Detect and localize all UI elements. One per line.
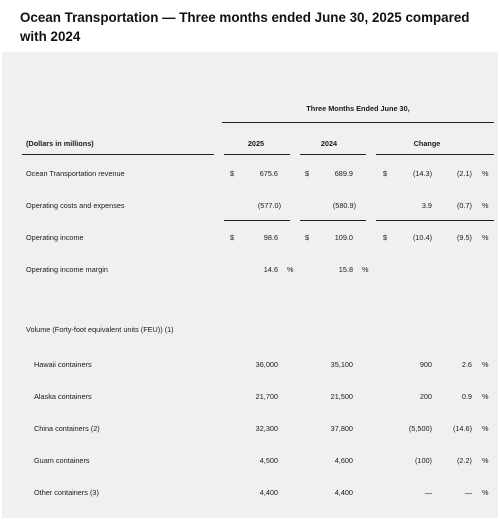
value-change-percent: (2.1) <box>456 169 472 178</box>
percent-sign: % <box>287 265 294 274</box>
value-2024: 689.9 <box>334 169 353 178</box>
value-change-percent: (0.7) <box>456 201 472 210</box>
value-change: 3.9 <box>421 201 432 210</box>
value-change: (10.4) <box>412 233 432 242</box>
dollar-sign: $ <box>230 233 235 242</box>
value-2025: 98.6 <box>263 233 278 242</box>
percent-sign: % <box>482 456 489 465</box>
header-rule-label <box>22 154 214 155</box>
row-label: Operating income margin <box>26 265 108 274</box>
value-change-percent: (2.2) <box>456 456 472 465</box>
row-label: Operating costs and expenses <box>26 201 125 210</box>
column-header-change: Change <box>413 139 441 148</box>
value-2025: 32,300 <box>255 424 278 433</box>
value-change-percent: 2.6 <box>461 360 472 369</box>
value-change: (14.3) <box>412 169 432 178</box>
row-label: Alaska containers <box>34 392 92 401</box>
value-2025: 675.6 <box>259 169 278 178</box>
value-2024: (580.9) <box>332 201 356 210</box>
period-header: Three Months Ended June 30, <box>306 104 410 113</box>
value-2024: 35,100 <box>330 360 353 369</box>
header-rule-2024 <box>300 154 366 155</box>
value-2025: 36,000 <box>255 360 278 369</box>
subtotal-rule-change <box>376 220 494 221</box>
value-change: 200 <box>419 392 432 401</box>
value-2025: 4,500 <box>259 456 278 465</box>
column-header-2024: 2024 <box>320 139 338 148</box>
value-change: — <box>424 488 432 497</box>
page-title: Ocean Transportation — Three months ended June 30, 2025 compared with 2024 <box>20 10 470 44</box>
value-2025: (577.0) <box>257 201 281 210</box>
row-label: Ocean Transportation revenue <box>26 169 125 178</box>
dollar-sign: $ <box>230 169 235 178</box>
row-label: Guam containers <box>34 456 90 465</box>
percent-sign: % <box>482 488 489 497</box>
value-2024: 4,600 <box>334 456 353 465</box>
value-2025: 14.6 <box>263 265 278 274</box>
period-header-rule <box>222 122 494 123</box>
value-change-percent: — <box>464 488 472 497</box>
percent-sign: % <box>482 233 489 242</box>
value-change-percent: (14.6) <box>452 424 472 433</box>
percent-sign: % <box>482 201 489 210</box>
header-rule-2025 <box>224 154 290 155</box>
percent-sign: % <box>362 265 369 274</box>
value-change: 900 <box>419 360 432 369</box>
value-2024: 37,800 <box>330 424 353 433</box>
row-label: Operating income <box>26 233 84 242</box>
value-change-percent: (9.5) <box>456 233 472 242</box>
dollar-sign: $ <box>383 233 388 242</box>
value-2025: 21,700 <box>255 392 278 401</box>
percent-sign: % <box>482 424 489 433</box>
subtotal-rule-2024 <box>300 220 366 221</box>
row-label: Volume (Forty-foot equivalent units (FEU)) (1) <box>26 325 174 334</box>
percent-sign: % <box>482 392 489 401</box>
value-2024: 15.8 <box>338 265 353 274</box>
value-2024: 109.0 <box>334 233 353 242</box>
percent-sign: % <box>482 360 489 369</box>
dollar-sign: $ <box>305 169 310 178</box>
percent-sign: % <box>482 169 489 178</box>
value-change-percent: 0.9 <box>461 392 472 401</box>
header-rule-change <box>376 154 494 155</box>
dollar-sign: $ <box>305 233 310 242</box>
row-label: China containers (2) <box>34 424 100 433</box>
value-2024: 4,400 <box>334 488 353 497</box>
row-label: Hawaii containers <box>34 360 92 369</box>
subtotal-rule-2025 <box>224 220 290 221</box>
column-header-2025: 2025 <box>247 139 265 148</box>
row-label: Other containers (3) <box>34 488 99 497</box>
dollar-sign: $ <box>383 169 388 178</box>
value-change: (100) <box>414 456 432 465</box>
value-2025: 4,400 <box>259 488 278 497</box>
column-header-label: (Dollars in millions) <box>26 139 94 148</box>
financial-table <box>2 52 498 518</box>
value-2024: 21,500 <box>330 392 353 401</box>
value-change: (5,500) <box>408 424 432 433</box>
